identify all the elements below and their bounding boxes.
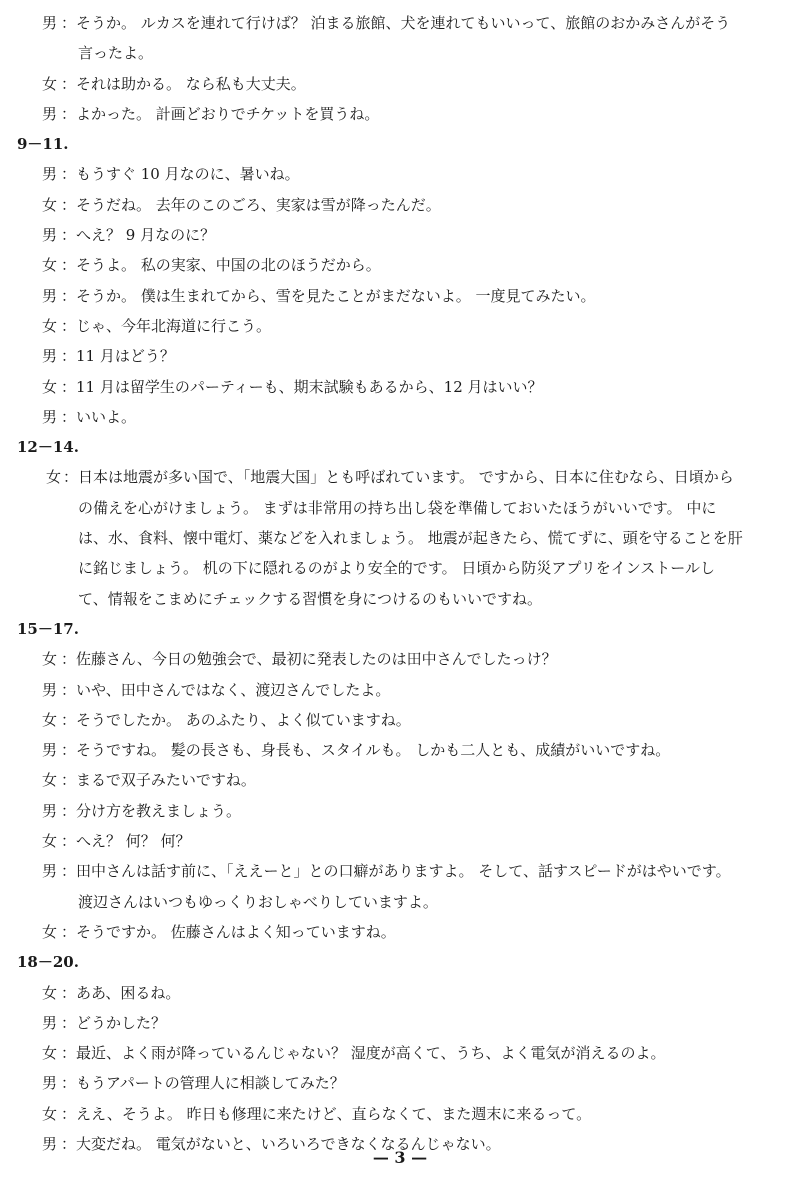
speaker-colon: ： — [61, 710, 77, 729]
dialogue-line — [0, 281, 800, 311]
speaker-label: 男 — [42, 226, 58, 245]
speaker-label: 男 — [42, 862, 58, 881]
dialogue-line — [0, 69, 800, 99]
speaker-colon: ： — [61, 377, 77, 396]
section-number: 18－20. — [17, 953, 79, 972]
section-heading — [0, 614, 800, 644]
dialogue-line — [0, 765, 800, 795]
line-text: 11 月はどう？ — [76, 347, 175, 366]
speaker-colon: ： — [61, 407, 77, 426]
speaker-label: 女 — [46, 468, 62, 487]
speaker-label: 女 — [42, 1104, 58, 1123]
speaker-label: 男 — [42, 1074, 58, 1093]
line-text: いや、田中さんではなく、渡辺さんでしたよ。 — [76, 680, 391, 699]
line-text: もうすぐ 10 月なのに、暑いね。 — [76, 165, 300, 184]
speaker-colon: ： — [61, 1013, 77, 1032]
speaker-label: 男 — [42, 1013, 58, 1032]
line-text: いいよ。 — [76, 407, 137, 426]
line-text: そうよ。 私の実家、中国の北のほうだから。 — [76, 256, 381, 275]
line-text: は、水、食料、懐中電灯、薬などを入れましょう。 地震が起きたら、慌てずに、頭を守ることを肝 — [78, 529, 743, 548]
line-text: 言ったよ。 — [78, 44, 154, 63]
line-text: どうかした？ — [76, 1013, 167, 1032]
section-heading — [0, 432, 800, 462]
dialogue-line — [0, 159, 800, 189]
speaker-colon: ： — [61, 256, 77, 275]
speaker-colon: ： — [63, 468, 79, 487]
speaker-label: 男 — [42, 104, 58, 123]
speaker-colon: ： — [61, 771, 77, 790]
speaker-label: 男 — [42, 1134, 58, 1153]
line-text: よかった。 計画どおりでチケットを買うね。 — [76, 104, 380, 123]
line-text: そうか。 僕は生まれてから、雪を見たことがまだないよ。 一度見てみたい。 — [76, 286, 596, 305]
line-text: ええ、そうよ。 昨日も修理に来たけど、直らなくて、また週末に来るって。 — [76, 1104, 592, 1123]
speaker-colon: ： — [61, 983, 77, 1002]
line-text: へえ？ 9 月なのに？ — [76, 226, 216, 245]
speaker-colon: ： — [61, 316, 77, 335]
speaker-colon: ： — [61, 1074, 77, 1093]
dialogue-line — [0, 796, 800, 826]
dialogue-line — [0, 553, 800, 583]
line-text: の備えを心がけましょう。 まずは非常用の持ち出し袋を準備しておいたほうがいいです。 中に — [78, 498, 717, 517]
dialogue-line — [0, 38, 800, 68]
speaker-colon: ： — [61, 104, 77, 123]
speaker-colon: ： — [61, 832, 77, 851]
speaker-label: 女 — [42, 650, 58, 669]
dialogue-line — [0, 462, 800, 492]
dialogue-line — [0, 705, 800, 735]
line-text: 渡辺さんはいつもゆっくりおしゃべりしていますよ。 — [78, 892, 438, 911]
line-text: 大変だね。 電気がないと、いろいろできなくなるんじゃない。 — [76, 1134, 501, 1153]
line-text: じゃ、今年北海道に行こう。 — [76, 316, 272, 335]
speaker-label: 女 — [42, 771, 58, 790]
transcript-body — [0, 8, 800, 1159]
speaker-colon: ： — [61, 347, 77, 366]
dialogue-line — [0, 250, 800, 280]
section-heading — [0, 947, 800, 977]
dialogue-line — [0, 978, 800, 1008]
dialogue-line — [0, 220, 800, 250]
speaker-label: 男 — [42, 741, 58, 760]
dialogue-line — [0, 856, 800, 886]
speaker-colon: ： — [61, 1104, 77, 1123]
speaker-label: 女 — [42, 710, 58, 729]
dialogue-line — [0, 1008, 800, 1038]
dialogue-line — [0, 99, 800, 129]
speaker-label: 男 — [42, 286, 58, 305]
speaker-label: 女 — [42, 74, 58, 93]
line-text: そうか。 ルカスを連れて行けば？ 泊まる旅館、犬を連れてもいいって、旅館のおかみさんがそう — [76, 14, 731, 32]
dialogue-line — [0, 1068, 800, 1098]
dialogue-line — [0, 675, 800, 705]
line-text: て、情報をこまめにチェックする習慣を身につけるのもいいですね。 — [78, 589, 542, 608]
speaker-colon: ： — [61, 165, 77, 184]
line-text: 11 月は留学生のパーティーも、期末試験もあるから、12 月はいい？ — [76, 377, 543, 396]
dialogue-line — [0, 735, 800, 765]
line-text: へえ？ 何？ 何？ — [76, 832, 191, 851]
speaker-label: 女 — [42, 983, 58, 1002]
section-number: 9－11. — [17, 135, 69, 154]
speaker-label: 男 — [42, 407, 58, 426]
section-number: 12－14. — [17, 438, 79, 457]
speaker-colon: ： — [61, 226, 77, 245]
line-text: 田中さんは話す前に、「ええーと」との口癖がありますよ。 そして、話すスピードがはやいです。 — [76, 862, 731, 881]
speaker-label: 女 — [42, 1044, 58, 1063]
speaker-colon: ： — [61, 801, 77, 820]
dialogue-line — [0, 190, 800, 220]
dialogue-line — [0, 1038, 800, 1068]
speaker-colon: ： — [61, 680, 77, 699]
line-text: 佐藤さん、今日の勉強会で、最初に発表したのは田中さんでしたっけ？ — [76, 650, 557, 669]
dialogue-line — [0, 372, 800, 402]
line-text: そうでしたか。 あのふたり、よく似ていますね。 — [76, 710, 411, 729]
speaker-label: 男 — [42, 347, 58, 366]
dialogue-line — [0, 644, 800, 674]
speaker-colon: ： — [61, 1134, 77, 1153]
line-text: もうアパートの管理人に相談してみた？ — [76, 1074, 345, 1093]
speaker-colon: ： — [61, 1044, 77, 1063]
speaker-label: 男 — [42, 14, 58, 32]
dialogue-line — [0, 887, 800, 917]
dialogue-line — [0, 311, 800, 341]
dialogue-line — [0, 584, 800, 614]
line-text: ああ、困るね。 — [76, 983, 181, 1002]
line-text: そうですか。 佐藤さんはよく知っていますね。 — [76, 922, 396, 941]
speaker-label: 女 — [42, 832, 58, 851]
line-text: そうだね。 去年のこのごろ、実家は雪が降ったんだ。 — [76, 195, 441, 214]
line-text: そうですね。 髪の長さも、身長も、スタイルも。 しかも二人とも、成績がいいですね。 — [76, 741, 671, 760]
line-text: 最近、よく雨が降っているんじゃない？ 湿度が高くて、うち、よく電気が消えるのよ。 — [76, 1044, 666, 1063]
line-text: に銘じましょう。 机の下に隠れるのがより安全的です。 日頃から防災アプリをインストールし — [78, 559, 715, 578]
line-text: 分け方を教えましょう。 — [76, 801, 242, 820]
speaker-label: 女 — [42, 377, 58, 396]
speaker-colon: ： — [61, 650, 77, 669]
dialogue-line — [0, 493, 800, 523]
page-number: — 3 — — [372, 1148, 428, 1167]
dialogue-line — [0, 341, 800, 371]
speaker-colon: ： — [61, 195, 77, 214]
line-text: それは助かる。 なら私も大丈夫。 — [76, 74, 306, 93]
speaker-colon: ： — [61, 741, 77, 760]
section-number: 15－17. — [17, 619, 79, 638]
speaker-colon: ： — [61, 14, 77, 32]
dialogue-line — [0, 523, 800, 553]
speaker-label: 女 — [42, 922, 58, 941]
dialogue-line — [0, 8, 800, 38]
line-text: まるで双子みたいですね。 — [76, 771, 256, 790]
dialogue-line — [0, 1099, 800, 1129]
speaker-label: 男 — [42, 680, 58, 699]
speaker-label: 女 — [42, 316, 58, 335]
section-heading — [0, 129, 800, 159]
speaker-colon: ： — [61, 922, 77, 941]
line-text: 日本は地震が多い国で、「地震大国」とも呼ばれています。 ですから、日本に住むなら、日頃から — [78, 468, 734, 487]
speaker-label: 男 — [42, 165, 58, 184]
dialogue-line — [0, 402, 800, 432]
speaker-label: 女 — [42, 256, 58, 275]
speaker-label: 女 — [42, 195, 58, 214]
speaker-colon: ： — [61, 74, 77, 93]
dialogue-line — [0, 917, 800, 947]
speaker-colon: ： — [61, 286, 77, 305]
speaker-label: 男 — [42, 801, 58, 820]
dialogue-line — [0, 826, 800, 856]
speaker-colon: ： — [61, 862, 77, 881]
